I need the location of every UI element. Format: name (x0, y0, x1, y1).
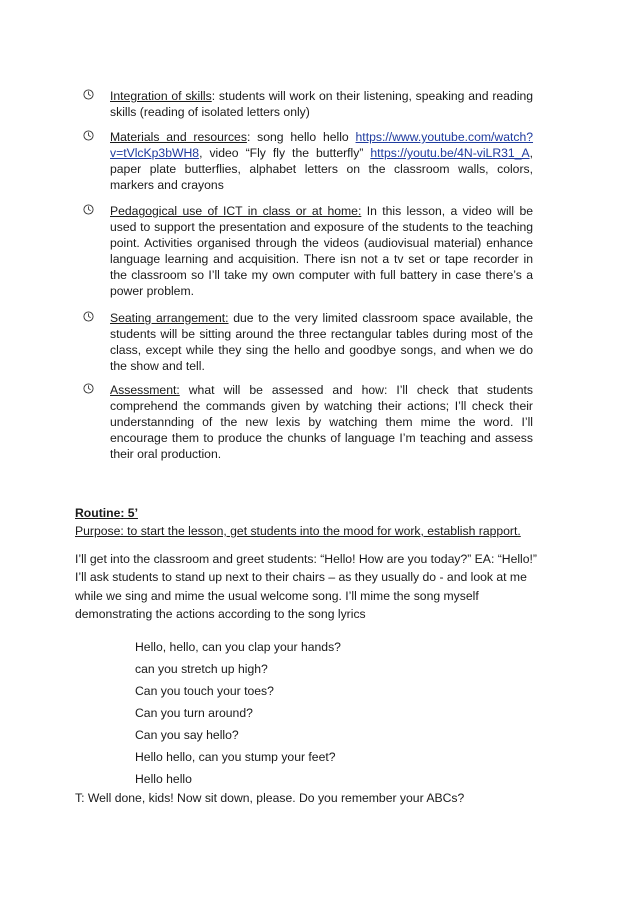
bullet-text (110, 88, 533, 120)
routine-section (75, 505, 545, 623)
lyric-line: Can you turn around? (135, 706, 253, 720)
bullet-assessment (83, 382, 533, 462)
youtube-link[interactable]: https://www.youtube.com/watch?v=tVlcKp3bWH8 (110, 130, 534, 161)
bullet-heading: Seating arrangement: (110, 311, 229, 325)
teacher-line: T: Well done, kids! Now sit down, please. Do you remember your ABCs? (75, 791, 465, 805)
bullet-body-part: , video “Fly fly the butterfly” (199, 146, 371, 161)
bullet-body: : students will work on their listening, speaking and reading skills (reading of isolated letters only) (110, 89, 534, 120)
bullet-body-part: , paper plate butterflies, alphabet letters on the classroom walls, colors, markers and crayons (110, 146, 533, 193)
bullet-heading: Pedagogical use of ICT in class or at home: (110, 204, 362, 218)
clock-icon (83, 89, 94, 100)
lyric-line: Hello hello, can you stump your feet? (135, 750, 336, 764)
routine-title: Routine: 5’ (75, 506, 138, 520)
clock-icon (83, 311, 94, 322)
clock-icon (83, 130, 94, 141)
bullet-seating-arrangement (83, 310, 533, 374)
bullet-text (110, 382, 533, 462)
bullet-text (110, 203, 533, 300)
lyric-line: can you stretch up high? (135, 662, 268, 676)
bullet-pedagogical-ict (83, 203, 533, 300)
bullet-body: In this lesson, a video will be used to support the presentation and exposure of the students to the teaching point. Activities organised through the videos (audiovisual material) enhance language learning and acquisition. There isn not a tv set or tape recorder in the classroom so I’ll take my own computer with full battery in case there’s a power problem. (110, 204, 533, 299)
bullet-heading: Assessment: (110, 383, 180, 397)
lyric-line: Hello hello (135, 772, 192, 786)
lyric-line: Can you touch your toes? (135, 684, 274, 698)
lyric-line: Hello, hello, can you clap your hands? (135, 640, 341, 654)
bullet-body-part: : song hello hello (246, 130, 356, 144)
bullet-body: due to the very limited classroom space available, the students will be sitting around the three rectangular tables during most of the class, except while they sing the hello and goodbye songs, and when we do the show and tell. (110, 311, 533, 374)
routine-purpose: Purpose: to start the lesson, get students into the mood for work, establish rapport. (75, 524, 521, 538)
youtu-be-link[interactable]: https://youtu.be/4N-viLR31_A (370, 146, 530, 161)
bullet-heading: Integration of skills (110, 89, 212, 103)
clock-icon (83, 204, 94, 215)
routine-paragraph: I’ll get into the classroom and greet students: “Hello! How are you today?” EA: “Hello!” I’ll ask students to stand up next to their chairs – as they usually do - and look at me while we sing and mime the usual welcome song. I’ll mime the song myself demonstrating the actions according to the song lyrics (75, 552, 537, 621)
clock-icon (83, 383, 94, 394)
bullet-materials-and-resources (83, 129, 533, 193)
bullet-integration-of-skills (83, 88, 533, 120)
bullet-heading: Materials and resources (110, 130, 247, 144)
lyric-line: Can you say hello? (135, 728, 239, 742)
bullet-body: what will be assessed and how: I’ll check that students comprehend the commands given by watching their actions; I’ll check their understannding of the new lexis by watching them mime the word. I’ll encourage them to produce the chunks of language I’m teaching and assess their oral production. (110, 383, 533, 462)
bullet-text (110, 310, 533, 374)
bullet-text (110, 129, 533, 193)
